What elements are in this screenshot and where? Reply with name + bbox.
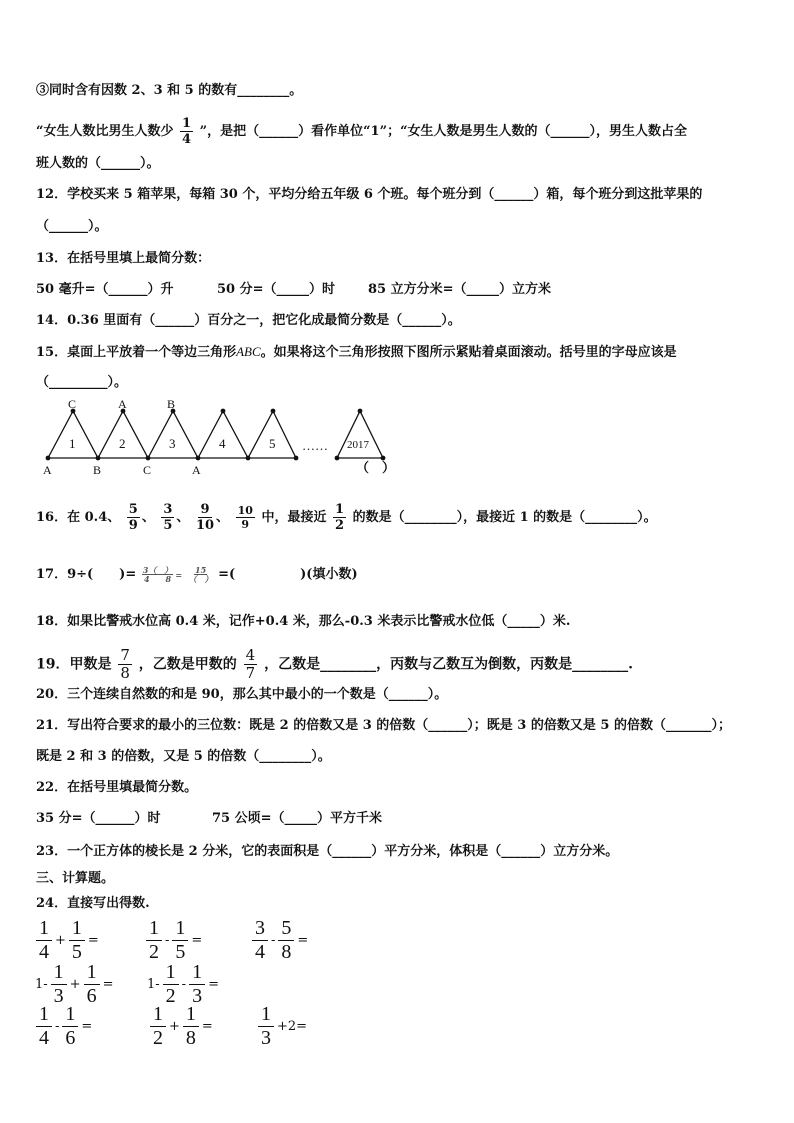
question-11: “女生人数比男生人数少 $\frac{1}{4}$ ”，是把（______）看作单位“1”；“女生人数是男生人数的（______），男生人数占全	[36, 116, 688, 147]
vertex-top-2: A	[118, 398, 127, 411]
question-12-line-2: （______）。	[36, 219, 108, 234]
question-13-a: 50 毫升=（______）升	[36, 282, 174, 297]
fraction-blank-1: $\frac{3( )}{4 8}$	[142, 565, 173, 584]
vertex-bottom-3: C	[143, 463, 152, 477]
question-13-c: 85 立方分米=（_____）立方米	[368, 282, 552, 297]
question-15: 15．桌面上平放着一个等边三角形ABC。如果将这个三角形按照下图所示紧贴着桌面滚动。括号里的字母应该是	[36, 344, 677, 360]
question-13-b: 50 分=（_____）时	[217, 282, 336, 297]
fraction-blank-2: 15 （ ）	[188, 565, 213, 584]
triangle-number-2017: 2017	[347, 439, 369, 451]
vertex-bottom-1: A	[43, 463, 52, 477]
vertex-top-3: B	[167, 398, 176, 411]
question-12: 12．学校买来 5 箱苹果，每箱 30 个，平均分给五年级 6 个班。每个班分到（______）箱，每个班分到这批苹果的	[36, 187, 703, 202]
vertex-bottom-2: B	[93, 463, 102, 477]
vertex-top-1: C	[68, 398, 77, 411]
calc-r1-1: 1 4 + $\frac{1}{5}$ =	[34, 918, 100, 962]
calc-r3-3: 1 3 +2=	[256, 1004, 308, 1048]
fraction-7-8: $\frac{7}{8}$	[120, 646, 130, 682]
calc-r3-1: 1 4 - $\frac{1}{6}$ =	[34, 1004, 93, 1048]
question-17: 17．9÷( )= $\frac{3( )}{4 8}$ = 15 （ ） =( )(填小数)	[36, 565, 358, 584]
calc-r2-2: 1- 1 2 - $\frac{1}{3}$ =	[147, 961, 219, 1007]
calc-r3-2: 1 2 + $\frac{1}{8}$ =	[148, 1004, 214, 1048]
question-14: 14．0.36 里面有（______）百分之一，把它化成最简分数是（______）。	[36, 313, 461, 328]
question-21: 21．写出符合要求的最小的三位数：既是 2 的倍数又是 3 的倍数（______）；既是 3 的倍数又是 5 的倍数（_______）；	[36, 718, 731, 733]
question-10-part-3: ③同时含有因数 2、3 和 5 的数有________。	[36, 83, 303, 98]
fraction-9-10: $\frac{9}{10}$	[195, 502, 215, 533]
question-21-line-2: 既是 2 和 3 的倍数，又是 5 的倍数（________）。	[36, 749, 331, 764]
fraction-one-quarter: $\frac{1}{4}$	[182, 116, 192, 147]
fraction-1-2: $\frac{1}{2}$	[334, 502, 345, 533]
triangle-number-4: 4	[219, 436, 226, 451]
fraction-3-5: $\frac{3}{5}$	[163, 502, 173, 533]
ellipsis: ……	[302, 438, 328, 453]
fraction-5-9: $\frac{5}{9}$	[128, 502, 138, 533]
rolling-triangle-figure	[40, 398, 420, 478]
question-22-title: 22．在括号里填最简分数。	[36, 780, 198, 795]
triangle-number-1: 1	[69, 436, 76, 451]
triangle-number-3: 3	[169, 436, 176, 451]
question-22-a: 35 分=（______）时	[36, 811, 161, 826]
question-13-title: 13．在括号里填上最简分数：	[36, 251, 211, 266]
fraction-4-7: $\frac{4}{7}$	[245, 646, 256, 682]
fraction-10-9: $\frac{10}{9}$	[237, 504, 253, 531]
question-15-line-2: （_________）。	[36, 375, 128, 390]
question-19: 19．甲数是 $\frac{7}{8}$ ，乙数是甲数的 $\frac{4}{7}$ ，乙数是________，丙数与乙数互为倒数，丙数是________.	[36, 646, 633, 682]
calc-r1-2: 1 2 - $\frac{1}{5}$ =	[144, 918, 203, 962]
vertex-bottom-4: A	[192, 463, 201, 477]
triangle-number-5: 5	[269, 436, 276, 451]
question-23: 23．一个正方体的棱长是 2 分米，它的表面积是（______）平方分米，体积是（______）立方分米。	[36, 844, 619, 859]
question-18: 18．如果比警戒水位高 0.4 米，记作+0.4 米，那么-0.3 米表示比警戒水位低（_____）米.	[36, 614, 571, 629]
calc-r1-3: 3 4 - $\frac{5}{8}$ =	[250, 918, 309, 962]
calc-r2-1: 1- 1 3 + $\frac{1}{6}$ =	[35, 961, 114, 1007]
triangle-number-2: 2	[119, 436, 126, 451]
question-20: 20．三个连续自然数的和是 90，那么其中最小的一个数是（______）。	[36, 687, 448, 702]
answer-paren: （ ）	[356, 460, 396, 475]
question-24-title: 24．直接写出得数.	[36, 896, 150, 911]
question-22-b: 75 公顷=（_____）平方千米	[212, 811, 383, 826]
question-11-line-2: 班人数的（______）。	[36, 156, 160, 171]
question-16: 16．在 0.4、 $\frac{5}{9}$ 、 $\frac{3}{5}$ 、 $\frac{9}{10}$ 、 $\frac{10}{9}$ 中，最接近 $\frac{1}{2}$ 的数是（________），最接近 1 的数是（________）。	[36, 502, 657, 533]
section-3-heading: 三、计算题。	[36, 871, 115, 886]
